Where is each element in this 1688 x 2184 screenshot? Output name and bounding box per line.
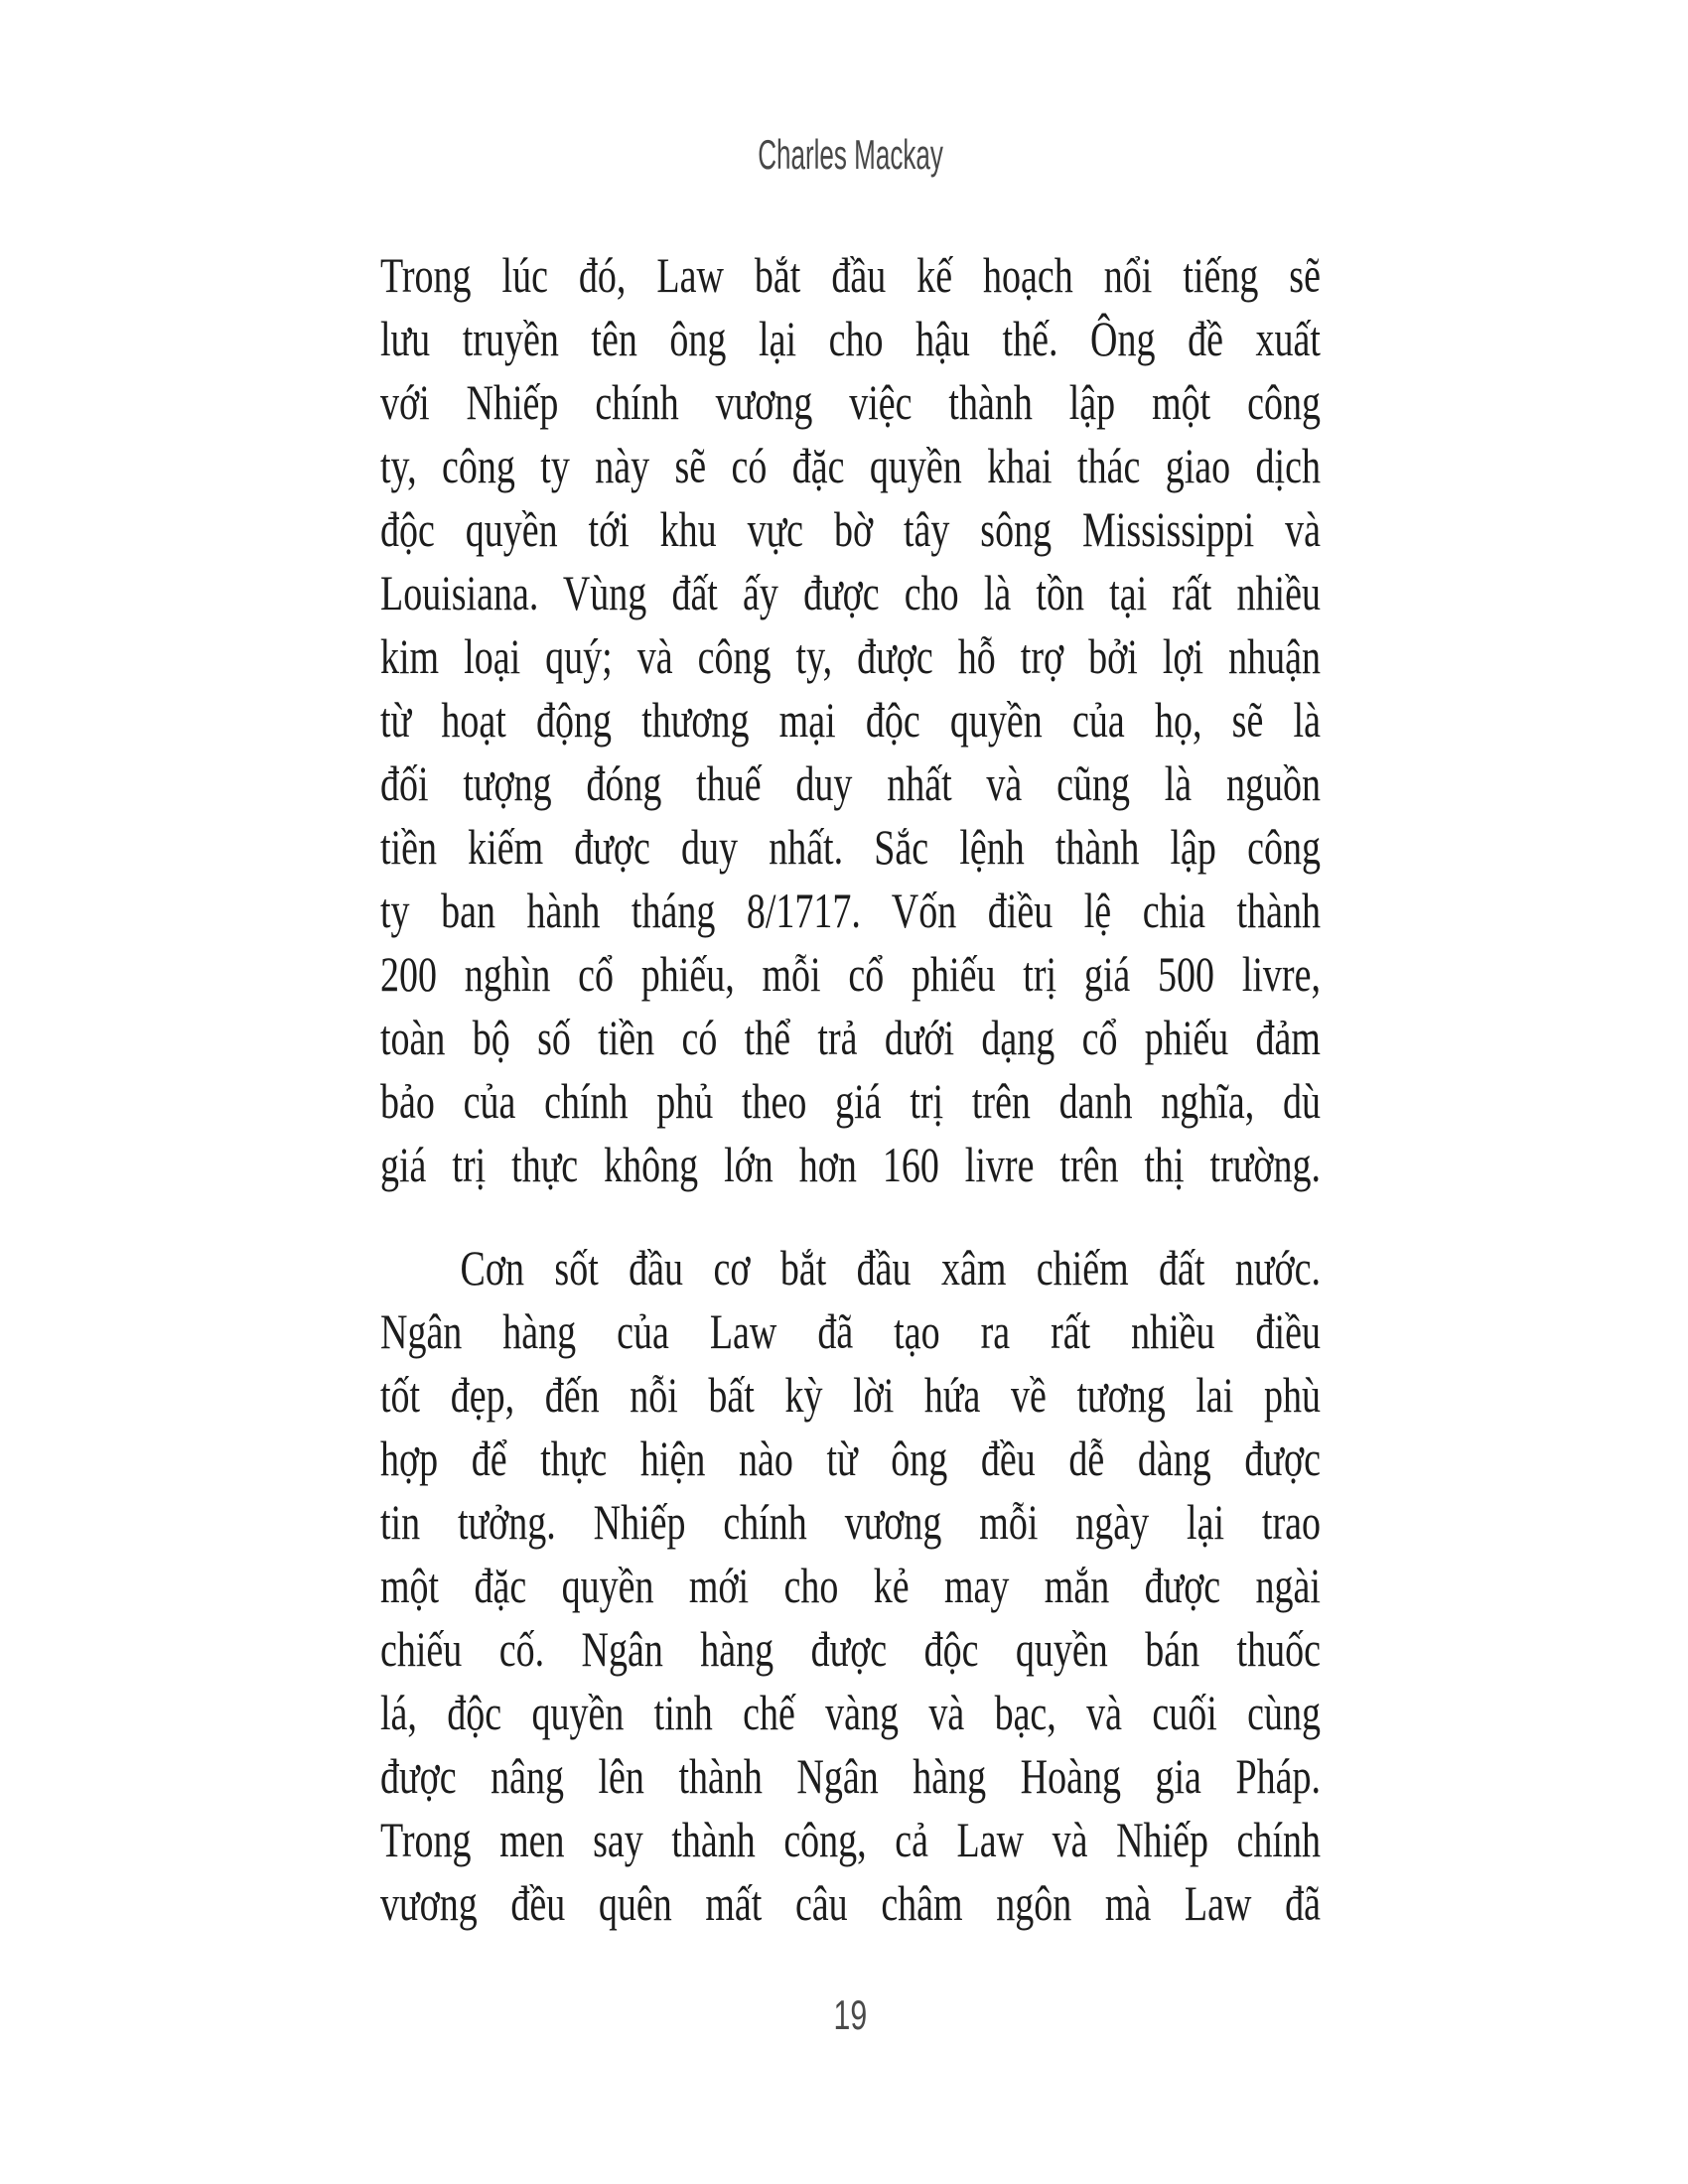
text-line: từ hoạt động thương mại độc quyền của họ, sẽ là xyxy=(380,692,1321,748)
text-line: chiếu cố. Ngân hàng được độc quyền bán thuốc xyxy=(380,1621,1321,1677)
text-line: đối tượng đóng thuế duy nhất và cũng là nguồn xyxy=(380,755,1321,811)
text-line: Louisiana. Vùng đất ấy được cho là tồn tại rất nhiều xyxy=(380,565,1321,620)
text-line: với Nhiếp chính vương việc thành lập một công xyxy=(380,374,1321,430)
text-line: Trong men say thành công, cả Law và Nhiếp chính xyxy=(380,1812,1321,1867)
text-line: được nâng lên thành Ngân hàng Hoàng gia Pháp. xyxy=(380,1748,1321,1804)
text-line: Ngân hàng của Law đã tạo ra rất nhiều điều xyxy=(380,1303,1321,1359)
text-line: 200 nghìn cổ phiếu, mỗi cổ phiếu trị giá 500 livre, xyxy=(380,946,1321,1002)
page-number: 19 xyxy=(833,1991,868,2038)
text-line: lá, độc quyền tinh chế vàng và bạc, và cuối cùng xyxy=(380,1685,1321,1740)
text-line: vương đều quên mất câu châm ngôn mà Law đã xyxy=(380,1875,1321,1931)
text-line: độc quyền tới khu vực bờ tây sông Mississippi và xyxy=(380,501,1321,557)
running-header-text: Charles Mackay xyxy=(758,131,943,178)
text-line: toàn bộ số tiền có thể trả dưới dạng cổ phiếu đảm xyxy=(380,1010,1321,1065)
text-line: tốt đẹp, đến nỗi bất kỳ lời hứa về tương lai phù xyxy=(380,1367,1321,1423)
text-line: ty, công ty này sẽ có đặc quyền khai thác giao dịch xyxy=(380,438,1321,493)
text-line: kim loại quý; và công ty, được hỗ trợ bởi lợi nhuận xyxy=(380,628,1321,684)
text-line: ty ban hành tháng 8/1717. Vốn điều lệ chia thành xyxy=(380,883,1321,938)
running-header xyxy=(380,125,1321,185)
paragraph-1 xyxy=(380,243,1321,1196)
text-line: lưu truyền tên ông lại cho hậu thế. Ông đề xuất xyxy=(380,311,1321,366)
text-line: một đặc quyền mới cho kẻ may mắn được ngài xyxy=(380,1558,1321,1613)
text-line: bảo của chính phủ theo giá trị trên danh nghĩa, dù xyxy=(380,1073,1321,1129)
text-line: Cơn sốt đầu cơ bắt đầu xâm chiếm đất nước. xyxy=(460,1240,1321,1296)
page-number-row xyxy=(380,1991,1321,2039)
paragraph-2 xyxy=(380,1236,1321,1935)
text-line: giá trị thực không lớn hơn 160 livre trên thị trường. xyxy=(380,1137,1321,1192)
text-line: tiền kiếm được duy nhất. Sắc lệnh thành lập công xyxy=(380,819,1321,875)
text-line: Trong lúc đó, Law bắt đầu kế hoạch nổi tiếng sẽ xyxy=(380,247,1321,303)
text-line: hợp để thực hiện nào từ ông đều dễ dàng được xyxy=(380,1431,1321,1486)
body-text xyxy=(380,243,1321,1935)
text-line: tin tưởng. Nhiếp chính vương mỗi ngày lại trao xyxy=(380,1494,1321,1550)
